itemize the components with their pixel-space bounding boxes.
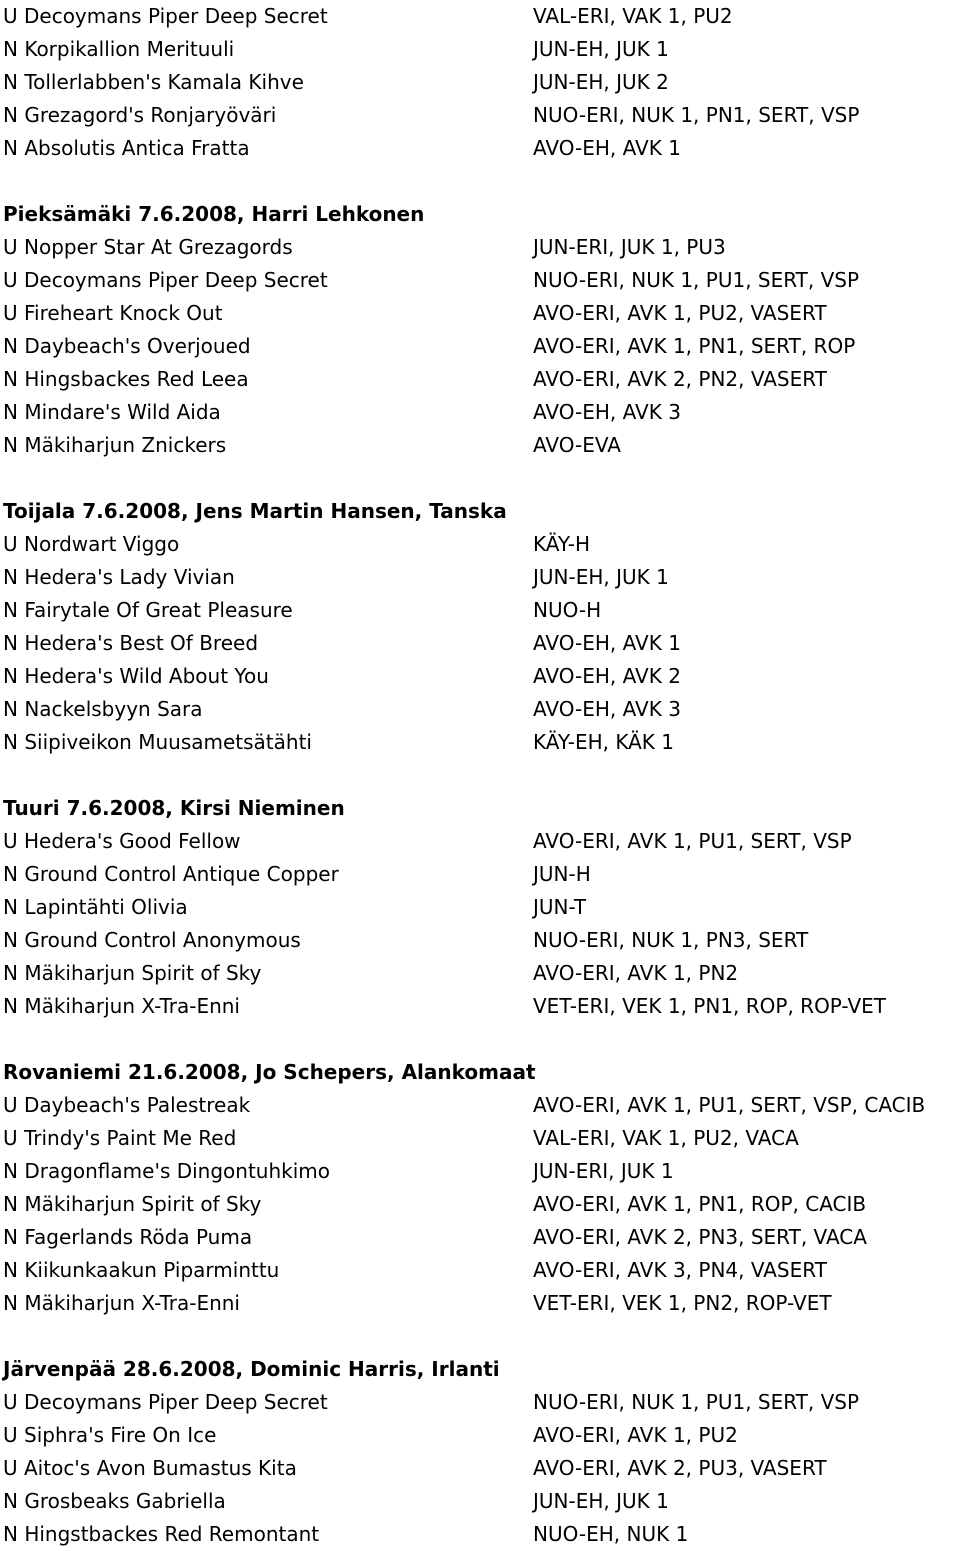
entry-row: [0, 858, 960, 891]
dog-result: AVO-EVA: [533, 433, 621, 457]
dog-name: N Fairytale Of Great Pleasure: [3, 598, 293, 622]
dog-name: U Decoymans Piper Deep Secret: [3, 4, 328, 28]
dog-result: JUN-ERI, JUK 1, PU3: [533, 235, 726, 259]
entry-row: [0, 1188, 960, 1221]
dog-result: AVO-EH, AVK 3: [533, 400, 681, 424]
dog-result: AVO-EH, AVK 2: [533, 664, 681, 688]
dog-result: AVO-ERI, AVK 1, PN2: [533, 961, 739, 985]
dog-name: N Korpikallion Merituuli: [3, 37, 235, 61]
dog-result: JUN-ERI, JUK 1: [533, 1159, 674, 1183]
show-section: [0, 1353, 960, 1551]
entry-row: [0, 561, 960, 594]
entry-row: [0, 1155, 960, 1188]
dog-name: N Grosbeaks Gabriella: [3, 1489, 226, 1513]
entry-row: [0, 1122, 960, 1155]
entry-row: [0, 1287, 960, 1320]
dog-result: AVO-ERI, AVK 2, PN2, VASERT: [533, 367, 827, 391]
show-section: [0, 495, 960, 759]
entry-row: [0, 1452, 960, 1485]
dog-result: AVO-ERI, AVK 1, PN1, SERT, ROP: [533, 334, 856, 358]
dog-name: U Siphra's Fire On Ice: [3, 1423, 217, 1447]
dog-result: JUN-EH, JUK 1: [533, 1489, 669, 1513]
dog-name: N Siipiveikon Muusametsätähti: [3, 730, 312, 754]
dog-result: NUO-ERI, NUK 1, PU1, SERT, VSP: [533, 1390, 860, 1414]
dog-result: AVO-ERI, AVK 1, PN1, ROP, CACIB: [533, 1192, 867, 1216]
entry-row: [0, 990, 960, 1023]
dog-name: U Fireheart Knock Out: [3, 301, 223, 325]
dog-result: NUO-ERI, NUK 1, PU1, SERT, VSP: [533, 268, 860, 292]
dog-result: VET-ERI, VEK 1, PN2, ROP-VET: [533, 1291, 832, 1315]
entry-row: [0, 1089, 960, 1122]
entry-row: [0, 1386, 960, 1419]
dog-result: AVO-EH, AVK 1: [533, 136, 681, 160]
dog-name: U Hedera's Good Fellow: [3, 829, 241, 853]
entry-row: [0, 99, 960, 132]
show-heading: Pieksämäki 7.6.2008, Harri Lehkonen: [3, 202, 425, 226]
dog-name: N Mindare's Wild Aida: [3, 400, 221, 424]
dog-name: N Dragonflame's Dingontuhkimo: [3, 1159, 331, 1183]
entry-row: [0, 627, 960, 660]
dog-result: AVO-ERI, AVK 1, PU2, VASERT: [533, 301, 827, 325]
show-section: [0, 1056, 960, 1320]
entry-row: [0, 594, 960, 627]
entry-row: [0, 693, 960, 726]
entry-row: [0, 726, 960, 759]
dog-name: N Ground Control Anonymous: [3, 928, 301, 952]
entry-row: [0, 297, 960, 330]
section-gap: [0, 759, 960, 792]
entry-row: [0, 33, 960, 66]
dog-name: U Trindy's Paint Me Red: [3, 1126, 237, 1150]
dog-name: U Decoymans Piper Deep Secret: [3, 1390, 328, 1414]
entry-row: [0, 1485, 960, 1518]
dog-result: AVO-EH, AVK 1: [533, 631, 681, 655]
entry-row: [0, 528, 960, 561]
dog-name: N Hedera's Wild About You: [3, 664, 269, 688]
dog-name: N Fagerlands Röda Puma: [3, 1225, 253, 1249]
dog-name: N Nackelsbyyn Sara: [3, 697, 203, 721]
dog-result: VET-ERI, VEK 1, PN1, ROP, ROP-VET: [533, 994, 887, 1018]
show-heading: Järvenpää 28.6.2008, Dominic Harris, Irlanti: [3, 1357, 500, 1381]
dog-name: N Mäkiharjun X-Tra-Enni: [3, 1291, 240, 1315]
dog-result: KÄY-EH, KÄK 1: [533, 730, 674, 754]
dog-name: U Nopper Star At Grezagords: [3, 235, 293, 259]
dog-result: KÄY-H: [533, 532, 590, 556]
dog-name: N Hingstbackes Red Remontant: [3, 1522, 320, 1546]
show-section: [0, 792, 960, 1023]
dog-result: NUO-H: [533, 598, 602, 622]
dog-name: N Tollerlabben's Kamala Kihve: [3, 70, 304, 94]
entry-row: [0, 1254, 960, 1287]
dog-result: AVO-ERI, AVK 2, PN3, SERT, VACA: [533, 1225, 867, 1249]
show-heading: Tuuri 7.6.2008, Kirsi Nieminen: [3, 796, 345, 820]
dog-name: N Daybeach's Overjoued: [3, 334, 251, 358]
dog-name: N Hedera's Best Of Breed: [3, 631, 259, 655]
dog-name: U Aitoc's Avon Bumastus Kita: [3, 1456, 297, 1480]
dog-name: N Absolutis Antica Fratta: [3, 136, 250, 160]
dog-name: N Grezagord's Ronjaryöväri: [3, 103, 277, 127]
lead-section: [0, 0, 960, 165]
entry-row: [0, 1221, 960, 1254]
dog-name: N Kiikunkaakun Piparminttu: [3, 1258, 280, 1282]
entry-row: [0, 891, 960, 924]
entry-row: [0, 231, 960, 264]
dog-name: N Ground Control Antique Copper: [3, 862, 339, 886]
dog-name: N Hingsbackes Red Leea: [3, 367, 249, 391]
dog-result: NUO-ERI, NUK 1, PN1, SERT, VSP: [533, 103, 860, 127]
dog-result: JUN-H: [533, 862, 591, 886]
entry-row: [0, 429, 960, 462]
dog-name: N Mäkiharjun X-Tra-Enni: [3, 994, 240, 1018]
dog-name: U Daybeach's Palestreak: [3, 1093, 251, 1117]
entry-row: [0, 1419, 960, 1452]
section-gap: [0, 1023, 960, 1056]
dog-result: AVO-ERI, AVK 3, PN4, VASERT: [533, 1258, 827, 1282]
dog-result: AVO-ERI, AVK 2, PU3, VASERT: [533, 1456, 827, 1480]
entry-row: [0, 132, 960, 165]
dog-result: JUN-T: [533, 895, 587, 919]
section-gap: [0, 462, 960, 495]
dog-name: N Mäkiharjun Znickers: [3, 433, 227, 457]
entry-row: [0, 825, 960, 858]
entry-row: [0, 924, 960, 957]
dog-result: AVO-ERI, AVK 1, PU1, SERT, VSP: [533, 829, 852, 853]
entry-row: [0, 957, 960, 990]
entry-row: [0, 66, 960, 99]
section-gap: [0, 165, 960, 198]
entry-row: [0, 1518, 960, 1551]
section-gap: [0, 1320, 960, 1353]
entry-row: [0, 0, 960, 33]
entry-row: [0, 660, 960, 693]
dog-result: AVO-EH, AVK 3: [533, 697, 681, 721]
dog-result: JUN-EH, JUK 2: [533, 70, 669, 94]
dog-result: AVO-ERI, AVK 1, PU2: [533, 1423, 738, 1447]
entry-row: [0, 264, 960, 297]
show-heading: Rovaniemi 21.6.2008, Jo Schepers, Alankomaat: [3, 1060, 536, 1084]
dog-name: U Decoymans Piper Deep Secret: [3, 268, 328, 292]
dog-name: N Mäkiharjun Spirit of Sky: [3, 961, 262, 985]
entry-row: [0, 363, 960, 396]
dog-result: JUN-EH, JUK 1: [533, 565, 669, 589]
dog-name: U Nordwart Viggo: [3, 532, 180, 556]
show-section: [0, 198, 960, 462]
dog-result: NUO-ERI, NUK 1, PN3, SERT: [533, 928, 809, 952]
dog-result: VAL-ERI, VAK 1, PU2: [533, 4, 733, 28]
show-heading: Toijala 7.6.2008, Jens Martin Hansen, Tanska: [3, 499, 507, 523]
dog-name: N Hedera's Lady Vivian: [3, 565, 235, 589]
dog-result: VAL-ERI, VAK 1, PU2, VACA: [533, 1126, 799, 1150]
entry-row: [0, 396, 960, 429]
entry-row: [0, 330, 960, 363]
dog-result: NUO-EH, NUK 1: [533, 1522, 689, 1546]
dog-name: N Lapintähti Olivia: [3, 895, 188, 919]
dog-result: AVO-ERI, AVK 1, PU1, SERT, VSP, CACIB: [533, 1093, 926, 1117]
dog-result: JUN-EH, JUK 1: [533, 37, 669, 61]
dog-name: N Mäkiharjun Spirit of Sky: [3, 1192, 262, 1216]
